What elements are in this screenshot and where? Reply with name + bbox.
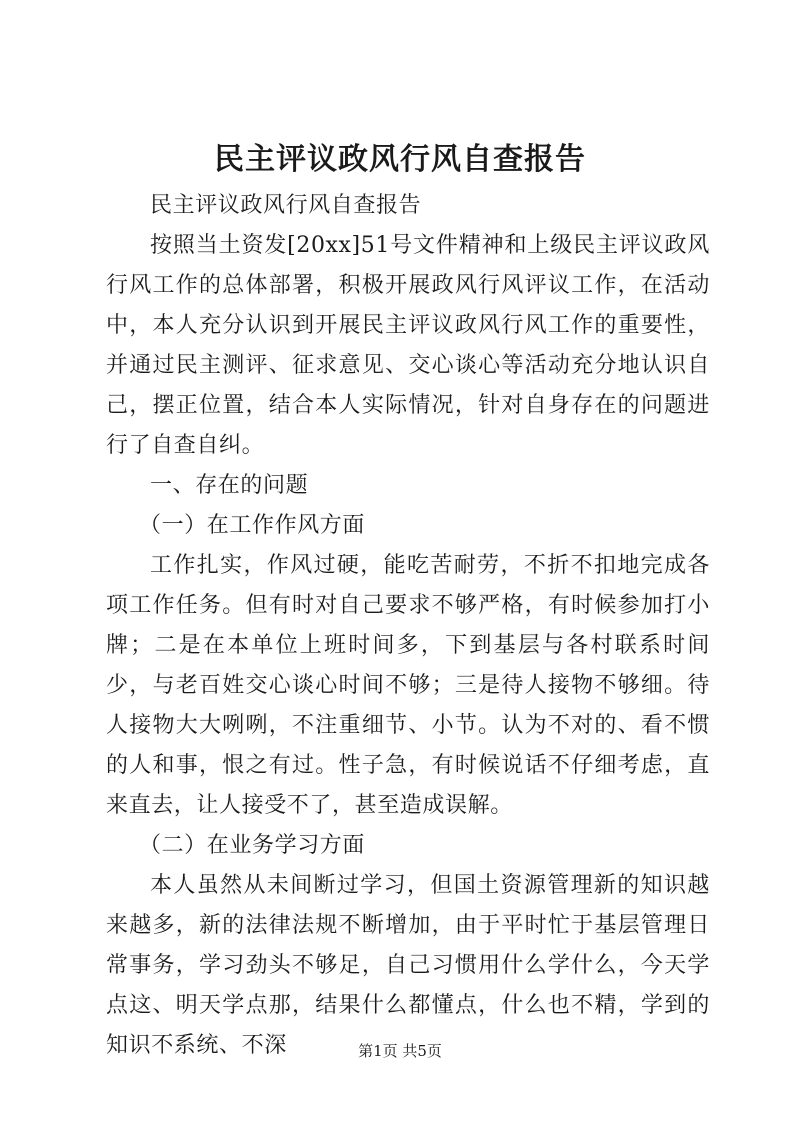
section-heading-problems: 一、存在的问题 [150, 473, 309, 498]
document-body [106, 186, 710, 1066]
paragraph-subtitle: 民主评议政风行风自查报告 [150, 193, 422, 218]
paragraph-work-style: 工作扎实，作风过硬，能吃苦耐劳，不折不扣地完成各项工作任务。但有时对自己要求不够严格，有时候参加打小牌；二是在本单位上班时间多，下到基层与各村联系时间少，与老百姓交心谈心时间不够；三是待人接物不够细。待人接物大大咧咧，不注重细节、小节。认为不对的、看不惯的人和事，恨之有过。性子急，有时候说话不仔细考虑，直来直去，让人接受不了，甚至造成误解。 [106, 553, 710, 818]
subsection-heading-study: （二）在业务学习方面 [139, 833, 366, 858]
paragraph-intro: 按照当土资发[20xx]51号文件精神和上级民主评议政风行风工作的总体部署，积极开展政风行风评议工作，在活动中，本人充分认识到开展民主评议政风行风工作的重要性，并通过民主测评、征求意见、交心谈心等活动充分地认识自己，摆正位置，结合本人实际情况，针对自身存在的问题进行了自查自纠。 [106, 233, 710, 458]
page-footer: 第1页 共5页 [358, 1042, 442, 1060]
document-title: 民主评议政风行风自查报告 [214, 142, 586, 177]
paragraph-study: 本人虽然从未间断过学习，但国土资源管理新的知识越来越多，新的法律法规不断增加，由于平时忙于基层管理日常事务，学习劲头不够足，自己习惯用什么学什么，今天学点这、明天学点那，结果什么都懂点，什么也不精，学到的知识不系统、不深 [106, 873, 710, 1058]
subsection-heading-work-style: （一）在工作作风方面 [139, 513, 366, 538]
